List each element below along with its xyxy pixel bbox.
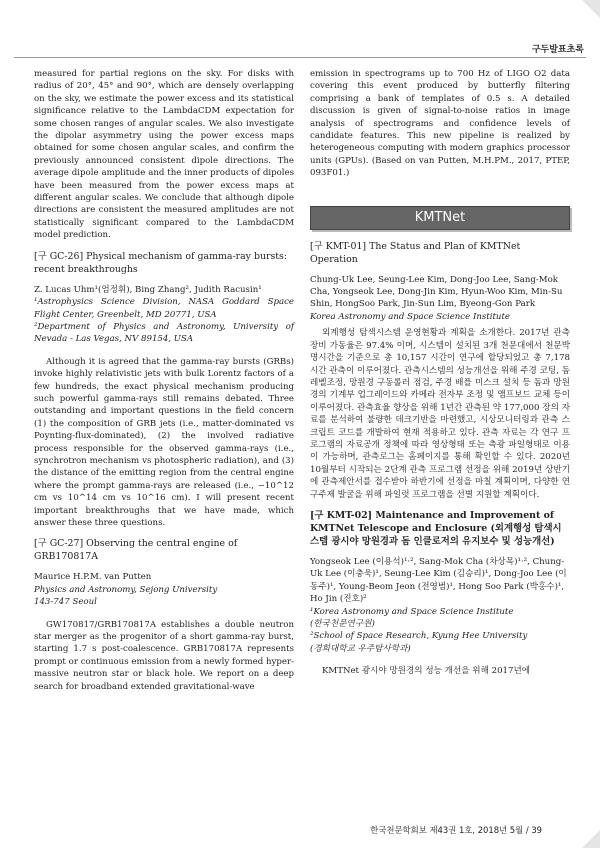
section-header-tag: 구두발표초록 bbox=[531, 45, 584, 55]
abstract-body-gc26: Although it is agreed that the gamma-ray bursts (GRBs) invoke highly relativistic jets with bulk Lorentz factors of a few hundreds, the exact physical mechanism producing such powerful gamma-rays still remains debated. Three outstanding and important questions in the field concern (1) the composition of GRB jets (i.e., matter-dominated vs Poynting-flux-dominated), (2) the involved radiative process responsible for the observed gamma-rays (i.e., synchrotron mechanism vs photospheric radiation), and (3) the distance of the emitting region from the central engine where the prompt gamma-rays are released (i.e., ~10^12 cm vs 10^14 cm vs 10^16 cm). I will present recent important breakthroughs that we have made, which answer these three questions. bbox=[34, 356, 294, 528]
abstract-title-kmt02: [구 KMT-02] Maintenance and Improvement of KMTNet Telescope and Enclosure (외계행성 탐색시스템 광시야 망원경과 돔 인클로저의 유지보수 및 성능개선) bbox=[310, 509, 562, 547]
page-footer: 한국천문학회보 제43권 1호, 2018년 5월 / 39 bbox=[370, 825, 542, 835]
affiliation-gc27-2: 143-747 Seoul bbox=[34, 597, 97, 608]
authors-kmt01: Chung-Uk Lee, Seung-Lee Kim, Dong-Joo Lee, Sang-Mok Cha, Yongseok Lee, Dong-Jin Kim, Hyun-Woo Kim, Min-Su Shin, HongSoo Park, Jin-Sun Lim, Byeong-Gon Park bbox=[310, 274, 563, 310]
authors-gc27: Maurice H.P.M. van Putten bbox=[34, 572, 152, 583]
abstract-body-kmt01: 외계행성 탐색시스템 운영현황과 계획을 소개한다. 2017년 관측장비 가동율은 97.4% 이며, 시스템이 설치된 3개 천문대에서 천문박명시간을 기준으로 총 10,157 시간이 연구에 할당되었고 총 7,178 시간 관측이 이루어졌다. 관측시스템의 성능개선을 위해 주경 코팅, 돔 레벨조정, 망원경 구동롤러 점검, 주경 배플 미스크 설치 등 돔과 망원경의 기계부 업그레이드와 카메라 전자부 조정 및 앰프보드 교체 등이 이루어졌다. 관측효율 향상을 위해 1년간 관측된 약 177,000 장의 자료를 분석하여 불량한 데크기반을 마련했고, 시상모니터링과 관측 스크립트 코드를 개발하여 현재 적용하고 있다. 관측 자료는 각 연구 프로그램의 자료공개 정책에 따라 영상형태 또는 측광 파일형태로 이용이 가능하며, 관측로그는 홈페이지를 통해 확인할 수 있다. 2020년 10월부터 시작되는 2단계 관측 프로그램 선정을 위해 2019년 상반기에 관측제안서를 접수받아 하반기에 선정을 마칠 계획이며, 다양한 연구주제 발굴을 위해 파일럿 프로그램을 선별 지원할 계획이다. bbox=[310, 328, 570, 500]
affiliation-gc27-1: Physics and Astronomy, Sejong University bbox=[34, 584, 218, 595]
affiliation-gc26-1: ¹Astrophysics Science Division, NASA Goddard Space Flight Center, Greenbelt, MD 20771, USA bbox=[34, 297, 294, 320]
abstract-title-kmt01: [구 KMT-01] The Status and Plan of KMTNet Operation bbox=[310, 240, 521, 265]
abstract-title-gc27: [구 GC-27] Observing the central engine of GRB170817A bbox=[34, 538, 238, 563]
abstract-body-gc27: GW170817/GRB170817A establishes a double neutron star merger as the progenitor of a short gamma-ray burst, starting 1.7 s post-coalescence. GRB170817A represents prompt or continuous emission from a newly formed hyper-massive neutron star or black hole. We report on a deep search for broadband extended gravitational-wave bbox=[34, 619, 294, 692]
affiliation-kmt02-2: ²School of Space Research, Kyung Hee University bbox=[310, 631, 528, 642]
authors-gc26: Z. Lucas Uhm¹(엄정휘), Bing Zhang², Judith Racusin¹ bbox=[34, 284, 262, 295]
page-corner-top bbox=[582, 0, 600, 18]
abstract-body-kmt02: KMTNet 광시야 망원경의 성능 개선을 위해 2017년에 bbox=[322, 666, 531, 677]
authors-kmt02: Yongseok Lee (이용석)¹·², Sang-Mok Cha (차상목)¹·², Chung-Uk Lee (이충욱)¹, Seung-Lee Kim (김승리)¹, Dong-Joo Lee (이동주)¹, Young-Beom Jeon (전영범)¹, Hong Soo Park (박홍수)¹, Ho Jin (진호)² bbox=[310, 556, 567, 605]
affiliation-gc26-2: ²Department of Physics and Astronomy, University of Nevada - Las Vegas, NV 89154, USA bbox=[34, 321, 294, 345]
affiliation-kmt02-1: ¹Korea Astronomy and Space Science Institute bbox=[310, 606, 514, 617]
continuation-paragraph: emission in spectrograms up to 700 Hz of LIGO O2 data covering this event produced by butterfly filtering comprising a bank of templates of 0.5 s. A detailed discussion is given of signal-to-noise ratios in image analysis of spectrograms and confidence levels of candidate features. This new pipeline is realized by heterogeneous computing with modern graphics processor units (GPUs). (Based on van Putten, M.H.PM., 2017, PTEP, 093F01.) bbox=[310, 69, 570, 179]
affiliation-kmt02-2-korean: (경희대학교 우주탐사학과) bbox=[310, 643, 411, 654]
intro-paragraph: measured for partial regions on the sky. For disks with radius of 20°, 45° and 90°, which are densely overlapping on the sky, we estimate the power excess and its statistical significance relative to the LambdaCDM expectation for some chosen ranges of angular scales. We also investigate the dipolar asymmetry using the power excess maps obtained for some chosen angular scales, and confirm the previously announced consistent dipole directions. The average dipole amplitude and the inner products of dipoles have been measured from the power excess maps at different angular scales. We conclude that although dipole directions are consistent the measured amplitudes are not statistically significant compared to the LambdaCDM model prediction. bbox=[34, 69, 294, 241]
right-column bbox=[310, 68, 570, 678]
abstract-title-gc26: [구 GC-26] Physical mechanism of gamma-ray bursts: recent breakthroughs bbox=[34, 250, 288, 275]
kmtnet-section-banner: KMTNet bbox=[310, 206, 570, 230]
header-rule bbox=[14, 57, 586, 58]
page-corner-bottom bbox=[582, 830, 600, 848]
affiliation-kmt02-1-korean: (한국천문연구원) bbox=[310, 619, 375, 629]
left-column bbox=[34, 68, 294, 693]
affiliation-kmt01: Korea Astronomy and Space Science Institute bbox=[310, 311, 511, 322]
